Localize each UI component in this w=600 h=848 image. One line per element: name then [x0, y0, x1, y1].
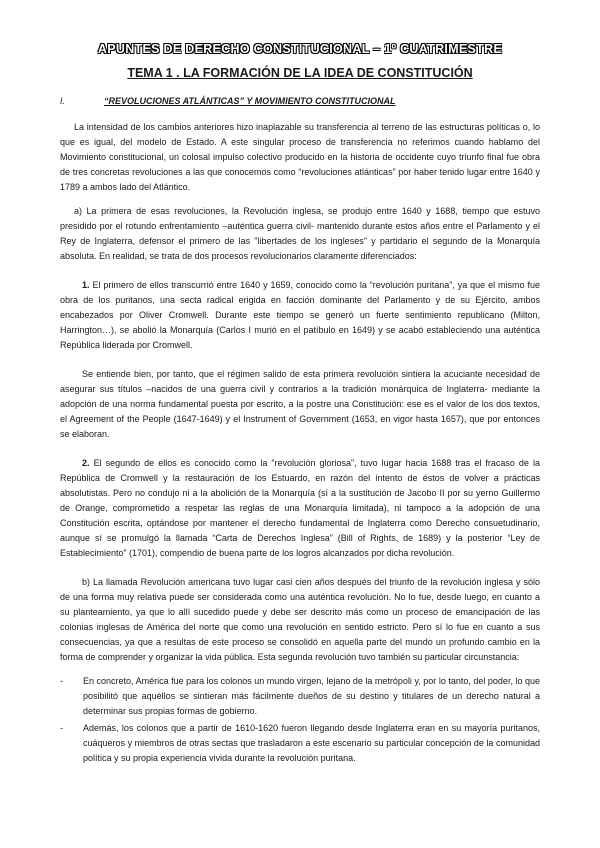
paragraph-intro: La intensidad de los cambios anteriores hizo inaplazable su transferencia al terreno de las estructuras políticas o, lo que es igual, del modelo de Estado. A este singular proceso de transferencia no referimos cuando hablamo del Movimiento constitucional, un colosal impulso colectivo producido en la historia de occidente cuyo triunfo final fue obra de tres concretas revoluciones a las que conocemos como “revoluciones atlánticas” por haber tenido lugar entre 1640 y 1789 a ambos lado del Atlántico. [60, 122, 540, 192]
paragraph-2-text: El segundo de ellos es conocido como la “revolución gloriosa”, tuvo lugar hacia 1688 tras el fracaso de la República de Cromwell y la restauración de los Estuardo, en razón del intento de éstos de volver a prácticas absolutistas. Pero no condujo ni a la abolición de la Monarquía (sí a la sustitución de Jacobo II por su yerno Guillermo de Orange, comprometido a respetar las reglas de una Monarquía limitada), ni tampoco a la adopción de una Constitución escrita, optándose por mantener el derecho fundamental de Inglaterra como Derecho consuetudinario, aunque sí se promulgó la llamada “Carta de Derechos Inglesa” (Bill of Rights, de 1689) y la posterior “Ley de Establecimiento” (1701), compendio de buena parte de los logros alcanzados por dicha revolución. [60, 458, 540, 558]
section-title: “REVOLUCIONES ATLÁNTICAS” Y MOVIMIENTO CONSTITUCIONAL [104, 96, 396, 106]
paragraph-2 [60, 456, 540, 561]
list-item [60, 721, 540, 766]
bullet-dash: - [60, 676, 63, 686]
bullet-text: En concreto, América fue para los colonos un mundo virgen, lejano de la metrópoli y, por lo tanto, del poder, lo que posibilitó que aquéllos se sintieran más fácilmente dueños de su destino y titulares de un derecho natural a determinar sus propias formas de gobierno. [83, 676, 540, 716]
tema-title: TEMA 1 . LA FORMACIÓN DE LA IDEA DE CONSTITUCIÓN [127, 66, 473, 80]
bullet-dash: - [60, 723, 63, 733]
paragraph-1 [60, 278, 540, 353]
section-heading [60, 96, 540, 106]
document-header-title: APUNTES DE DERECHO CONSTITUCIONAL – 1º CUATRIMESTRE [97, 42, 503, 56]
bullet-list [60, 674, 540, 766]
paragraph-a: a) La primera de esas revoluciones, la Revolución inglesa, se produjo entre 1640 y 1688, tiempo que estuvo presidido por el rotundo enfrentamiento –auténtica guerra civil- mantenido durante estos años entre el Parlamento y el Rey de Inglaterra, defensor el primero de las "libertades de los ingleses" y partidario el segundo de la Monarquía absoluta. En realidad, se trata de dos procesos revolucionarios claramente diferenciados: [60, 206, 540, 261]
list-item [60, 674, 540, 719]
paragraph-2-number: 2. [82, 458, 90, 468]
paragraph-b: b) La llamada Revolución americana tuvo lugar casi cien años después del triunfo de la revolución inglesa y sólo de una forma muy relativa puede ser considerada como una auténtica revolución. No lo fue, desde luego, en cuanto a su planteamiento, ya que lo allí sucedido puede y debe ser descrito más como un proceso de emancipación de las colonias inglesas de América del norte que como una revolución en sentido estricto. Pero sí lo fue en cuanto a sus consecuencias, ya que a resultas de este proceso se consolidó en aquella parte del mundo un profundo cambio en la forma de comprender y organizar la vida pública. Esta segunda revolución tuvo también su particular circunstancia: [60, 577, 540, 662]
section-number: I. [60, 96, 66, 106]
paragraph-1b: Se entiende bien, por tanto, que el régimen salido de esta primera revolución sintiera la acuciante necesidad de asegurar sus títulos –nacidos de una guerra civil y contrarios a la tradición monárquica de Inglaterra- mediante la adopción de una norma fundamental puesta por escrito, a la postre una Constitución: ese es el valor de los dos textos, el Agreement of the People (1647-1649) y el Instrument of Government (1653, en vigor hasta 1657), que por entonces se elaboran. [60, 369, 540, 439]
bullet-text: Además, los colonos que a partir de 1610-1620 fueron llegando desde Inglaterra eran en su mayoría puritanos, cuáqueros y miembros de otras sectas que trasladaron a este escenario su particular concepción de la comunidad política y su propia experiencia vivida durante la revolución puritana. [83, 723, 540, 763]
paragraph-1-text: El primero de ellos transcurrió entre 1640 y 1659, conocido como la “revolución puritana”, ya que el mismo fue obra de los puritanos, una secta radical erigida en facción dominante del Parlamento y de su Ejército, ambos encabezados por Oliver Cromwell. Durante este tiempo se generó un fuerte sentimiento republicano (Milton, Harrington…), se abolió la Monarquía (Carlos I murió en el patíbulo en 1649) y se acabó estableciendo una auténtica República liderada por Cromwell. [60, 280, 540, 350]
paragraph-1-number: 1. [82, 280, 90, 290]
